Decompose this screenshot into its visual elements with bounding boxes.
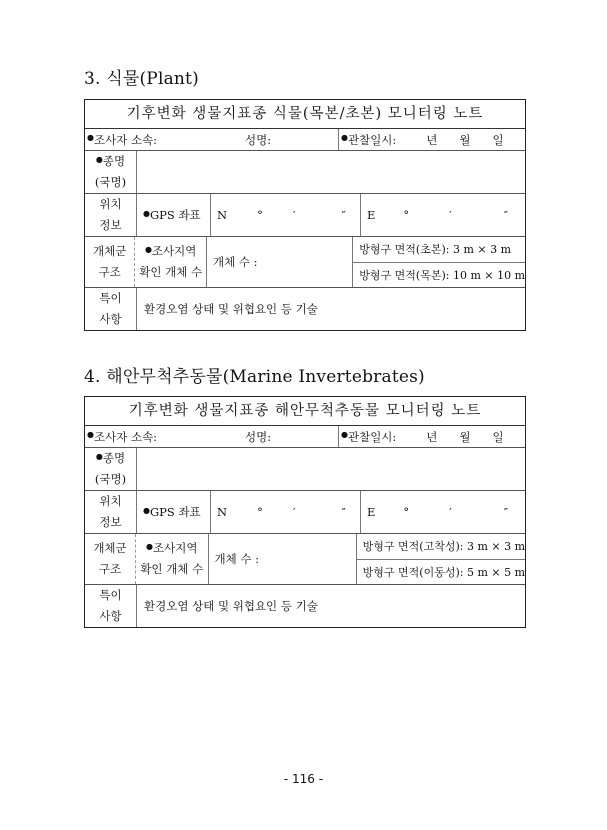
- degree-mark: °: [257, 208, 263, 222]
- form-title: 기후변화 생물지표종 식물(목본/초본) 모니터링 노트: [85, 100, 525, 129]
- north-label: N: [217, 208, 228, 222]
- location-label-2: 정보: [99, 218, 122, 232]
- notes-input-area[interactable]: [136, 288, 525, 330]
- east-label: E: [367, 505, 376, 519]
- form-title: 기후변화 생물지표종 해안무척추동물 모니터링 노트: [85, 397, 525, 426]
- page-number: - 116 -: [283, 772, 324, 786]
- surveyor-name-label: 성명:: [245, 132, 272, 147]
- minute-mark: ′: [449, 505, 452, 519]
- year-label: 년: [426, 132, 438, 147]
- surveyor-affiliation-label: 조사자 소속:: [93, 429, 158, 444]
- quadrat-area-herb: 방형구 면적(초본): 3 m × 3 m: [359, 243, 512, 257]
- required-star-icon: ●: [341, 133, 348, 142]
- month-label: 월: [459, 429, 471, 444]
- notes-row: [85, 288, 525, 330]
- species-label-korean: (국명): [94, 472, 127, 486]
- population-label-2: 구조: [98, 562, 122, 576]
- gps-label: GPS 좌표: [149, 505, 201, 519]
- surveyor-affiliation-label: 조사자 소속:: [93, 132, 158, 147]
- minute-mark: ′: [292, 505, 296, 519]
- second-mark: ″: [341, 505, 346, 519]
- east-label: E: [367, 208, 376, 222]
- species-row: [85, 151, 525, 194]
- required-star-icon: ●: [143, 505, 150, 515]
- second-mark: ″: [503, 208, 509, 222]
- notes-label: 특이: [99, 588, 122, 602]
- gps-east-field[interactable]: [360, 491, 525, 533]
- surveyor-name-label: 성명:: [245, 429, 272, 444]
- location-row: [85, 194, 525, 237]
- day-label: 일: [492, 429, 504, 444]
- quadrat-area-mobile: 방형구 면적(이동성): 5 m × 5 m: [357, 559, 525, 585]
- population-row: [85, 534, 525, 585]
- monitoring-form-plant: [84, 99, 526, 331]
- observation-date-label: 관찰일시:: [347, 429, 397, 444]
- notes-label: 특이: [99, 291, 122, 305]
- north-label: N: [217, 505, 228, 519]
- month-label: 월: [459, 132, 471, 147]
- degree-mark: °: [257, 505, 263, 519]
- second-mark: ″: [503, 505, 509, 519]
- species-input-area[interactable]: [136, 151, 525, 193]
- location-label: 위치: [99, 197, 122, 211]
- notes-row: [85, 585, 525, 627]
- required-star-icon: ●: [87, 133, 94, 142]
- minute-mark: ′: [292, 208, 296, 222]
- notes-label-2: 사항: [99, 609, 122, 623]
- observation-date-label: 관찰일시:: [347, 132, 397, 147]
- count-field[interactable]: [208, 534, 356, 584]
- population-label: 개체군: [93, 244, 127, 258]
- survey-area-label: 조사지역: [153, 541, 198, 555]
- day-label: 일: [492, 132, 504, 147]
- quadrat-area-sessile: 방형구 면적(고착성): 3 m × 3 m: [362, 540, 526, 554]
- required-star-icon: ●: [143, 208, 150, 218]
- minute-mark: ′: [449, 208, 452, 222]
- monitoring-form-marine: [84, 396, 526, 628]
- second-mark: ″: [341, 208, 346, 222]
- surveyor-row: [85, 129, 525, 151]
- required-star-icon: ●: [95, 452, 103, 461]
- year-label: 년: [426, 429, 438, 444]
- population-label-2: 구조: [98, 265, 121, 279]
- species-label: 종명: [102, 451, 126, 465]
- count-field[interactable]: [206, 237, 352, 287]
- survey-area-label: 조사지역: [151, 244, 197, 258]
- degree-mark: °: [403, 208, 410, 222]
- species-row: [85, 448, 525, 491]
- required-star-icon: ●: [95, 155, 103, 164]
- population-row: [85, 237, 525, 288]
- location-label: 위치: [99, 494, 122, 508]
- quadrat-area-wood: 방형구 면적(목본): 10 m × 10 m: [353, 262, 525, 288]
- species-label: 종명: [102, 154, 126, 168]
- surveyor-row: [85, 426, 525, 448]
- gps-north-field[interactable]: [210, 194, 360, 236]
- species-label-korean: (국명): [94, 175, 127, 189]
- confirmed-count-label: 확인 개체 수: [140, 562, 204, 576]
- count-label: 개체 수 :: [214, 552, 260, 566]
- required-star-icon: ●: [146, 542, 154, 551]
- confirmed-count-label: 확인 개체 수: [139, 265, 203, 279]
- gps-label: GPS 좌표: [149, 208, 201, 222]
- location-label-2: 정보: [99, 515, 122, 529]
- gps-north-field[interactable]: [210, 491, 360, 533]
- notes-text: 환경오염 상태 및 위협요인 등 기술: [144, 302, 318, 316]
- location-row: [85, 491, 525, 534]
- degree-mark: °: [403, 505, 410, 519]
- required-star-icon: ●: [144, 245, 152, 254]
- section-heading-marine: 4. 해안무척추동물(Marine Invertebrates): [84, 367, 425, 387]
- notes-label-2: 사항: [99, 312, 122, 326]
- required-star-icon: ●: [341, 430, 348, 439]
- gps-east-field[interactable]: [360, 194, 525, 236]
- population-label: 개체군: [93, 541, 127, 555]
- count-label: 개체 수 :: [212, 255, 258, 269]
- required-star-icon: ●: [87, 430, 94, 439]
- notes-input-area[interactable]: [136, 585, 525, 627]
- notes-text: 환경오염 상태 및 위협요인 등 기술: [144, 599, 318, 613]
- species-input-area[interactable]: [136, 448, 525, 490]
- section-heading-plant: 3. 식물(Plant): [84, 69, 199, 89]
